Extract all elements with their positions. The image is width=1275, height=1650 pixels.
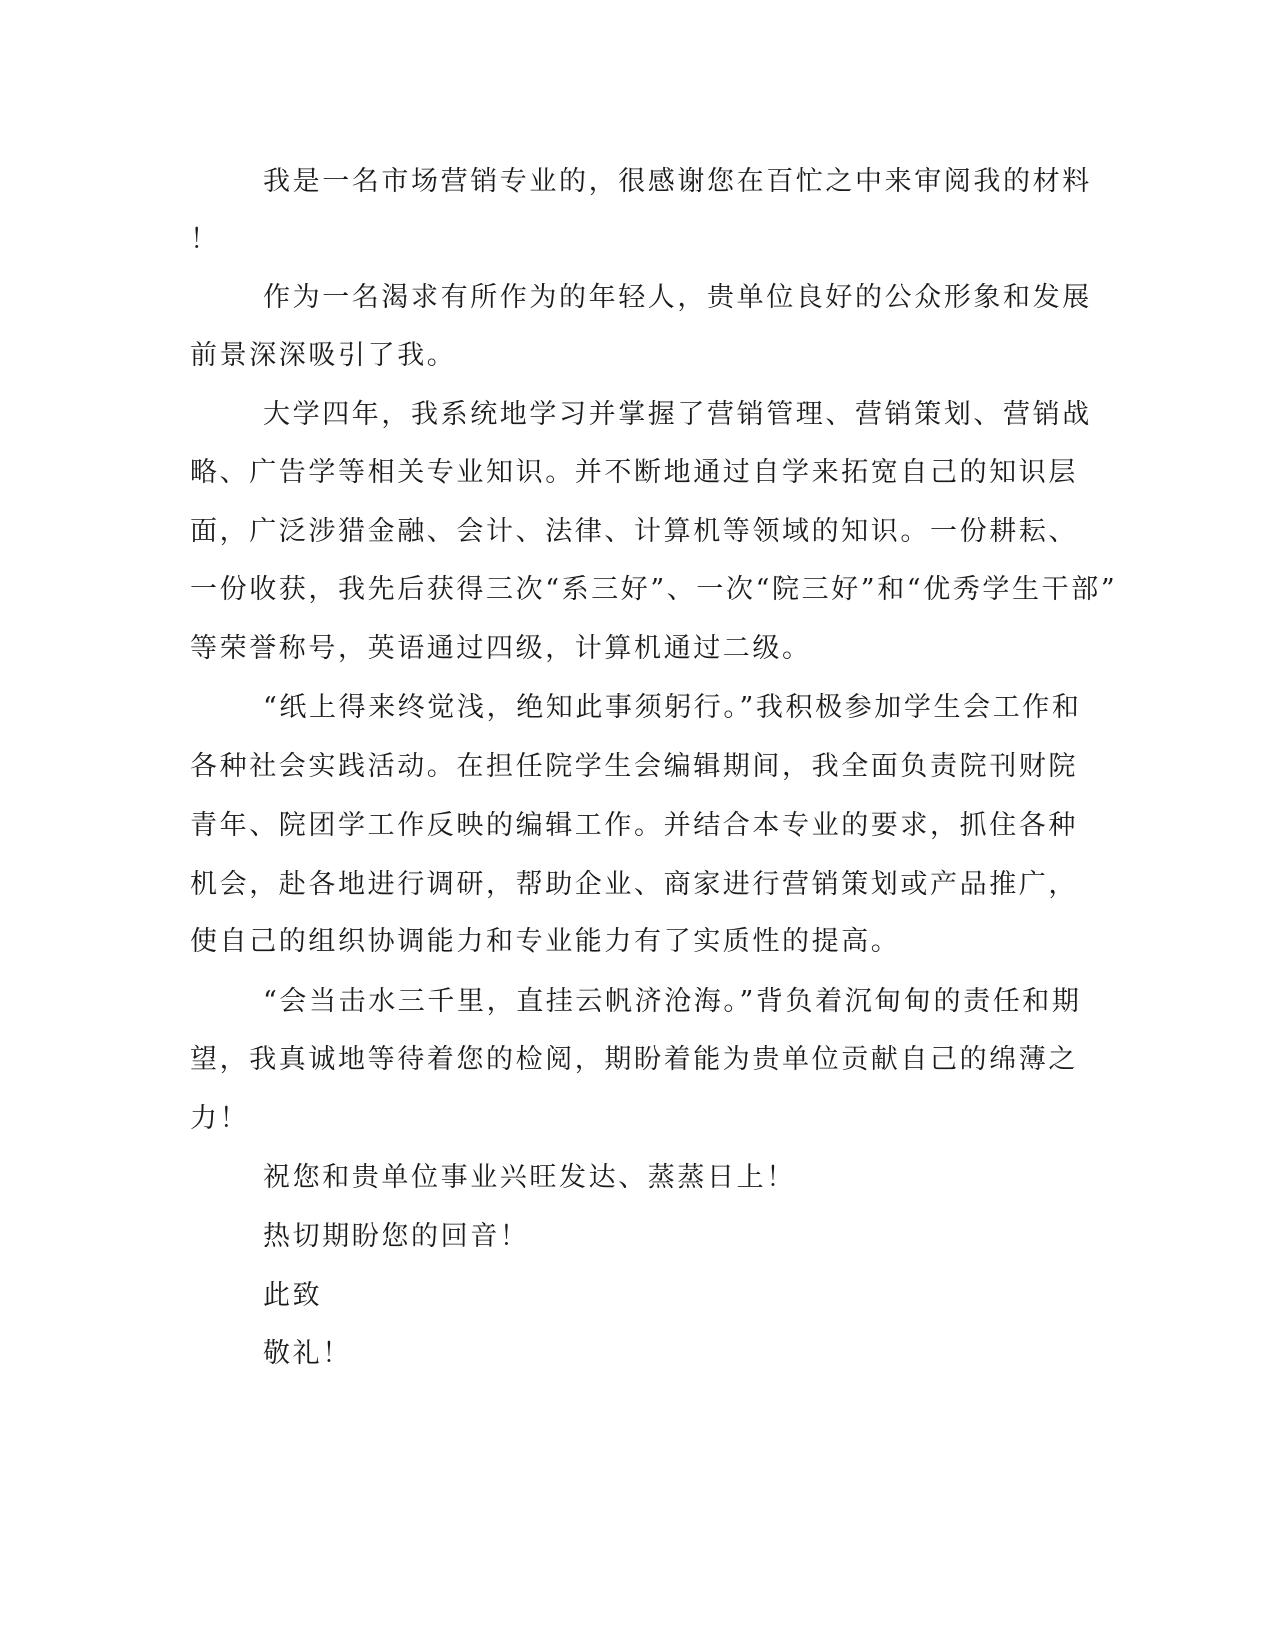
paragraph-5-line-3: 力！	[190, 1103, 250, 1134]
paragraph-5-line-2: 望，我真诚地等待着您的检阅，期盼着能为贵单位贡献自己的绵薄之	[190, 1044, 1078, 1075]
closing-reply-request: 热切期盼您的回音！	[263, 1221, 530, 1252]
paragraph-3-line-5: 等荣誉称号，英语通过四级，计算机通过二级。	[190, 633, 812, 664]
paragraph-3-line-2: 略、广告学等相关专业知识。并不断地通过自学来拓宽自己的知识层	[190, 457, 1078, 488]
paragraph-3-line-4: 一份收获，我先后获得三次“系三好”、一次“院三好”和“优秀学生干部”	[190, 574, 1118, 605]
paragraph-3-line-3: 面，广泛涉猎金融、会计、法律、计算机等领域的知识。一份耕耘、	[190, 516, 1078, 547]
paragraph-2-line-2: 前景深深吸引了我。	[190, 340, 457, 371]
paragraph-5-line-1: “会当击水三千里，直挂云帆济沧海。”背负着沉甸甸的责任和期	[263, 986, 1082, 1017]
paragraph-4-line-5: 使自己的组织协调能力和专业能力有了实质性的提高。	[190, 926, 901, 957]
paragraph-4-line-2: 各种社会实践活动。在担任院学生会编辑期间，我全面负责院刊财院	[190, 751, 1078, 782]
paragraph-3-line-1: 大学四年，我系统地学习并掌握了营销管理、营销策划、营销战	[263, 399, 1092, 430]
paragraph-4-line-1: “纸上得来终觉浅，绝知此事须躬行。”我积极参加学生会工作和	[263, 692, 1082, 723]
paragraph-4-line-3: 青年、院团学工作反映的编辑工作。并结合本专业的要求，抓住各种	[190, 810, 1078, 841]
closing-regards: 敬礼！	[263, 1338, 352, 1369]
paragraph-2-line-1: 作为一名渴求有所作为的年轻人，贵单位良好的公众形象和发展	[263, 282, 1092, 313]
paragraph-4-line-4: 机会，赴各地进行调研，帮助企业、商家进行营销策划或产品推广，	[190, 869, 1078, 900]
closing-salutation: 此致	[263, 1280, 323, 1311]
paragraph-1-line-2: ！	[190, 224, 220, 255]
paragraph-1-line-1: 我是一名市场营销专业的，很感谢您在百忙之中来审阅我的材料	[263, 166, 1092, 197]
closing-wish: 祝您和贵单位事业兴旺发达、蒸蒸日上！	[263, 1162, 796, 1193]
